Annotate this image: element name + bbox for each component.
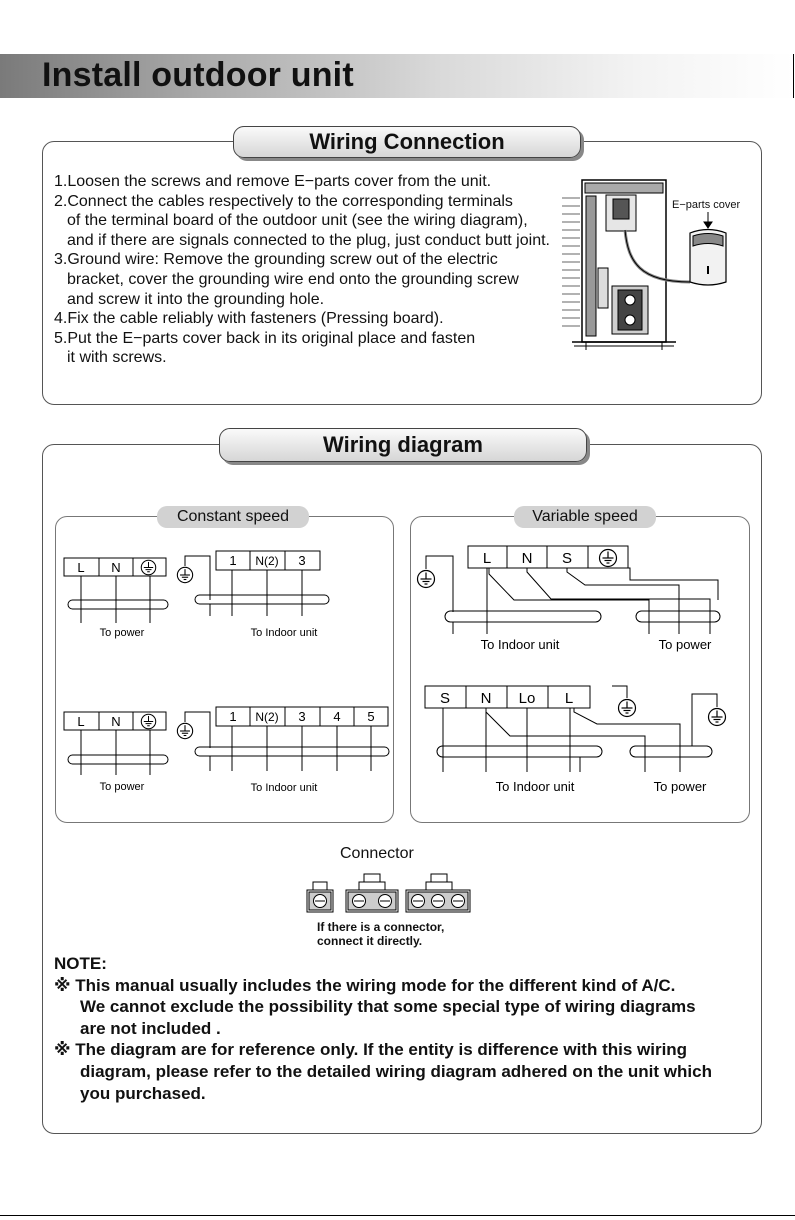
- cs2-indoor-terminal-5: 5: [367, 709, 375, 724]
- note-2-line-1: ※ The diagram are for reference only. If the entity is difference with this wiring: [54, 1040, 688, 1060]
- connector-caption: [317, 920, 444, 948]
- step-2-line-1: 2.Connect the cables respectively to the corresponding terminals: [54, 192, 513, 210]
- note-block: [54, 953, 754, 1104]
- cs2-terminal-N: N: [111, 714, 121, 729]
- wiring-diagram-title: Wiring diagram: [219, 428, 587, 462]
- vs2-terminal-S: S: [439, 690, 451, 707]
- constant-speed-diagram-1: [64, 551, 329, 623]
- vs2-terminal-L: L: [564, 690, 574, 707]
- step-5-line-1: 5.Put the E−parts cover back in its original place and fasten: [54, 329, 476, 347]
- step-3-line-1: 3.Ground wire: Remove the grounding screw out of the electric: [54, 251, 498, 269]
- vs1-indoor-label: To Indoor unit: [480, 637, 560, 652]
- page-title: Install outdoor unit: [42, 56, 354, 94]
- cs2-indoor-terminal-3: 3: [298, 709, 306, 724]
- cs1-indoor-terminal-3: 3: [298, 553, 306, 568]
- step-2-line-3: and if there are signals connected to the plug, just conduct butt joint.: [67, 231, 550, 249]
- constant-speed-label: Constant speed: [157, 506, 309, 528]
- cs2-indoor-terminal-4: 4: [333, 709, 341, 724]
- cs1-indoor-terminal-2: N(2): [255, 554, 279, 568]
- variable-speed-label: Variable speed: [514, 506, 656, 528]
- cs2-terminal-L: L: [77, 714, 85, 729]
- e-parts-cover-label: E−parts cover: [672, 199, 741, 211]
- vs1-power-label: To power: [658, 637, 712, 652]
- vs1-terminal-S: S: [561, 550, 573, 567]
- note-2-line-3: you purchased.: [80, 1083, 206, 1103]
- connector-caption-line-1: If there is a connector,: [317, 920, 445, 934]
- vs1-terminal-N: N: [521, 550, 533, 567]
- step-5-line-2: it with screws.: [67, 349, 167, 367]
- step-3-line-3: and screw it into the grounding hole.: [67, 290, 325, 308]
- cs1-terminal-N: N: [111, 560, 121, 575]
- footer-divider: [0, 1215, 795, 1216]
- cs1-terminal-L: L: [77, 560, 85, 575]
- vs2-indoor-label: To Indoor unit: [495, 779, 575, 794]
- note-heading: NOTE:: [54, 954, 107, 973]
- cs1-indoor-label: To Indoor unit: [250, 627, 318, 639]
- step-3-line-2: bracket, cover the grounding wire end onto the grounding screw: [67, 270, 519, 288]
- wiring-connection-title: Wiring Connection: [233, 126, 581, 158]
- note-1-line-3: are not included .: [80, 1018, 221, 1038]
- connector-icons: [307, 874, 470, 912]
- cs2-indoor-terminal-1: 1: [229, 709, 237, 724]
- connector-title: Connector: [340, 845, 414, 862]
- note-1-line-2: We cannot exclude the possibility that some special type of wiring diagrams: [80, 997, 696, 1017]
- vs2-terminal-Lo: Lo: [518, 690, 536, 707]
- cs2-indoor-terminal-2: N(2): [255, 710, 279, 724]
- step-1-line-1: 1.Loosen the screws and remove E−parts cover from the unit.: [54, 173, 492, 190]
- cs2-power-label: To power: [99, 781, 145, 793]
- connector-caption-line-2: connect it directly.: [317, 934, 423, 948]
- cs1-indoor-terminal-1: 1: [229, 553, 237, 568]
- note-2-line-2: diagram, please refer to the detailed wiring diagram adhered on the unit which: [80, 1061, 712, 1081]
- variable-speed-diagram-2: [425, 686, 726, 772]
- step-4-line-1: 4.Fix the cable reliably with fasteners (Pressing board).: [54, 310, 444, 328]
- vs1-terminal-L: L: [482, 550, 492, 567]
- step-2-line-2: of the terminal board of the outdoor unit (see the wiring diagram),: [67, 212, 528, 230]
- vs2-terminal-N: N: [480, 690, 492, 707]
- cs1-power-label: To power: [99, 627, 145, 639]
- note-1-line-1: ※ This manual usually includes the wiring mode for the different kind of A/C.: [54, 975, 676, 995]
- cs2-indoor-label: To Indoor unit: [250, 782, 318, 794]
- vs2-power-label: To power: [653, 779, 707, 794]
